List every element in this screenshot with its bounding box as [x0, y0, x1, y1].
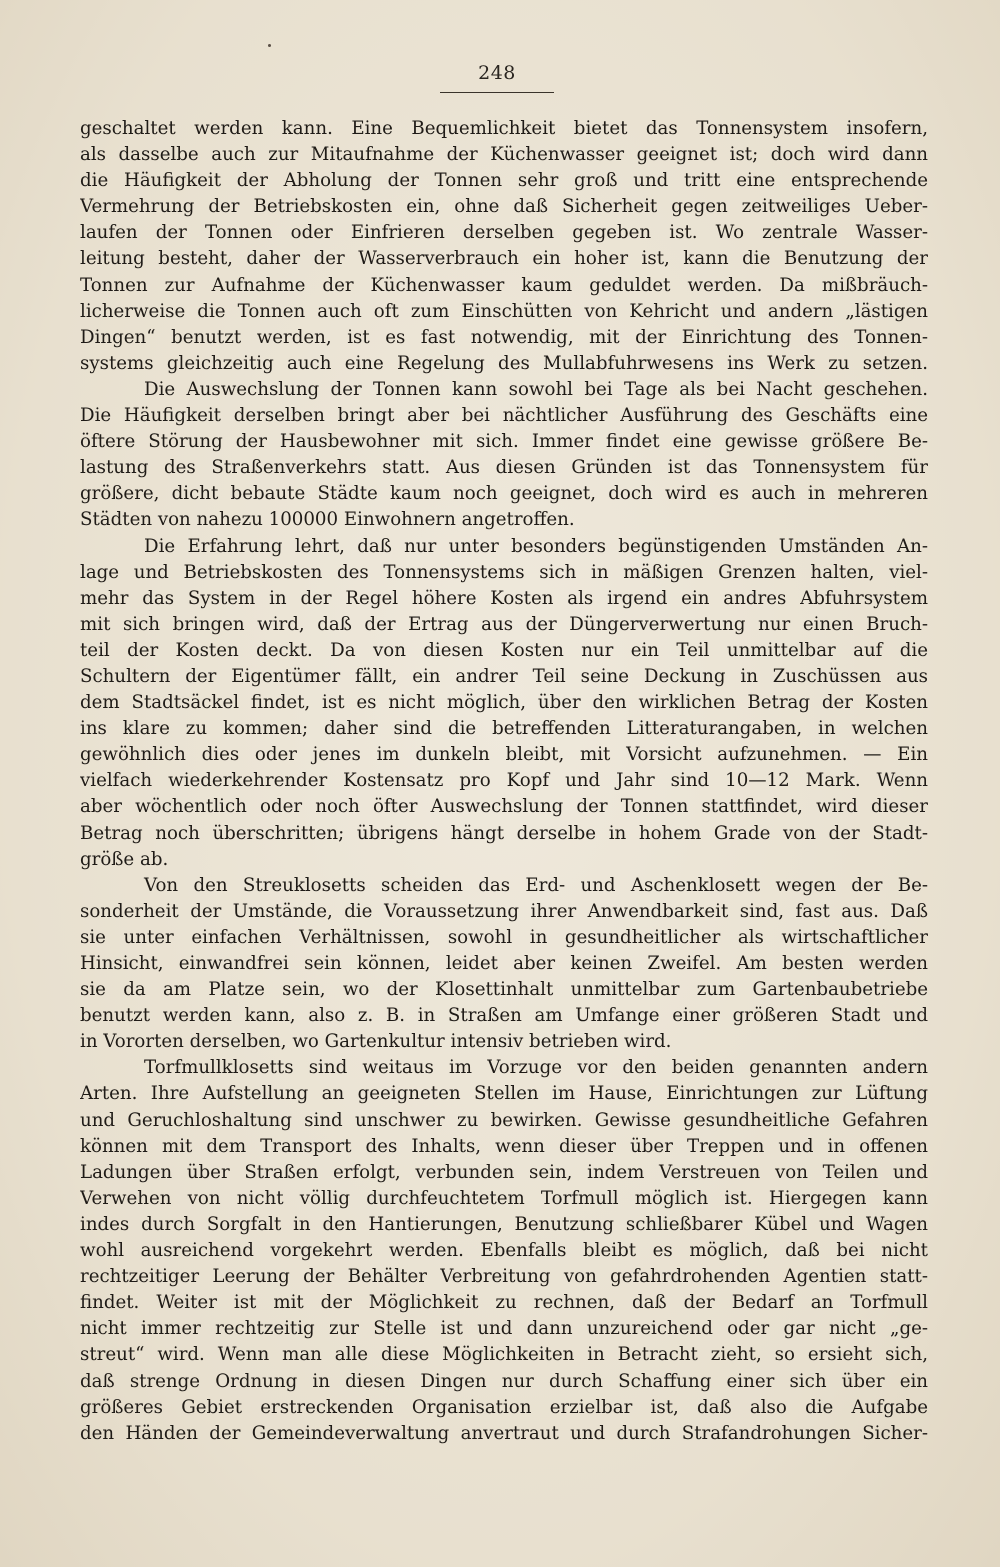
- text-line: die Häufigkeit der Abholung der Tonnen sehr groß und tritt eine entsprechende: [80, 170, 928, 192]
- text-line: öftere Störung der Hausbewohner mit sich. Immer findet eine gewisse größere Be-: [80, 431, 928, 453]
- text-line: Betrag noch überschritten; übrigens hängt derselbe in hohem Grade von der Stadt-: [80, 822, 928, 844]
- text-line: benutzt werden kann, also z. B. in Straßen am Umfange einer größeren Stadt und: [80, 1005, 928, 1027]
- body-text: [80, 116, 928, 1447]
- text-line: Die Auswechslung der Tonnen kann sowohl bei Tage als bei Nacht geschehen.: [144, 378, 928, 400]
- text-line: laufen der Tonnen oder Einfrieren derselben gegeben ist. Wo zentrale Wasser-: [80, 222, 928, 244]
- text-line: sie unter einfachen Verhältnissen, sowohl in gesundheitlicher als wirtschaftlicher: [80, 926, 928, 948]
- text-line: mit sich bringen wird, daß der Ertrag aus der Düngerverwertung nur einen Bruch-: [80, 613, 928, 635]
- text-line: größere, dicht bebaute Städte kaum noch geeignet, doch wird es auch in mehreren: [80, 483, 928, 505]
- text-line: Verwehen von nicht völlig durchfeuchtetem Torfmull möglich ist. Hiergegen kann: [80, 1187, 928, 1209]
- text-line: findet. Weiter ist mit der Möglichkeit zu rechnen, daß der Bedarf an Torfmull: [80, 1292, 928, 1314]
- text-line: Tonnen zur Aufnahme der Küchenwasser kaum geduldet werden. Da mißbräuch-: [80, 274, 928, 296]
- text-line: mehr das System in der Regel höhere Kosten als irgend ein andres Abfuhrsystem: [80, 587, 928, 609]
- text-line: teil der Kosten deckt. Da von diesen Kosten nur ein Teil unmittelbar auf die: [80, 639, 928, 661]
- page-number: 248: [478, 62, 516, 84]
- text-line: in Vororten derselben, wo Gartenkultur intensiv betrieben wird.: [80, 1031, 672, 1053]
- text-line: rechtzeitiger Leerung der Behälter Verbreitung von gefahrdrohenden Agentien statt-: [80, 1266, 928, 1288]
- text-line: dem Stadtsäckel findet, ist es nicht möglich, über den wirklichen Betrag der Kosten: [80, 692, 928, 714]
- text-line: wohl ausreichend vorgekehrt werden. Ebenfalls bleibt es möglich, daß bei nicht: [80, 1240, 928, 1262]
- text-line: sonderheit der Umstände, die Voraussetzung ihrer Anwendbarkeit sind, fast aus. Daß: [80, 900, 928, 922]
- text-line: und Geruchloshaltung sind unschwer zu bewirken. Gewisse gesundheitliche Gefahren: [80, 1109, 928, 1131]
- text-line: systems gleichzeitig auch eine Regelung des Mullabfuhrwesens ins Werk zu setzen.: [80, 352, 928, 374]
- text-line: Torfmullklosetts sind weitaus im Vorzuge vor den beiden genannten andern: [144, 1057, 928, 1079]
- text-line: größeres Gebiet erstreckenden Organisation erzielbar ist, daß also die Aufgabe: [80, 1396, 928, 1418]
- text-line: daß strenge Ordnung in diesen Dingen nur durch Schaffung einer sich über ein: [80, 1370, 928, 1392]
- text-line: leitung besteht, daher der Wasserverbrauch ein hoher ist, kann die Benutzung der: [80, 248, 928, 270]
- text-line: Städten von nahezu 100000 Einwohnern angetroffen.: [80, 509, 575, 531]
- text-line: aber wöchentlich oder noch öfter Auswechslung der Tonnen stattfindet, wird dieser: [80, 796, 928, 818]
- text-line: Ladungen über Straßen erfolgt, verbunden sein, indem Verstreuen von Teilen und: [80, 1161, 928, 1183]
- text-line: Die Erfahrung lehrt, daß nur unter besonders begünstigenden Umständen An-: [144, 535, 928, 557]
- text-line: lastung des Straßenverkehrs statt. Aus diesen Gründen ist das Tonnensystem für: [80, 457, 928, 479]
- text-line: indes durch Sorgfalt in den Hantierungen, Benutzung schließbarer Kübel und Wagen: [80, 1213, 928, 1235]
- text-line: vielfach wiederkehrender Kostensatz pro Kopf und Jahr sind 10—12 Mark. Wenn: [80, 770, 928, 792]
- text-line: als dasselbe auch zur Mitaufnahme der Küchenwasser geeignet ist; doch wird dann: [80, 144, 928, 166]
- text-line: lage und Betriebskosten des Tonnensystems sich in mäßigen Grenzen halten, viel-: [80, 561, 928, 583]
- text-line: Vermehrung der Betriebskosten ein, ohne daß Sicherheit gegen zeitweiliges Ueber-: [80, 196, 928, 218]
- text-line: größe ab.: [80, 848, 169, 870]
- text-line: sie da am Platze sein, wo der Klosettinhalt unmittelbar zum Gartenbaubetriebe: [80, 979, 928, 1001]
- text-line: geschaltet werden kann. Eine Bequemlichkeit bietet das Tonnensystem insofern,: [80, 118, 928, 139]
- text-line: können mit dem Transport des Inhalts, wenn dieser über Treppen und in offenen: [80, 1135, 928, 1157]
- text-line: streut“ wird. Wenn man alle diese Möglichkeiten in Betracht zieht, so ersieht sich,: [80, 1344, 928, 1366]
- text-line: licherweise die Tonnen auch oft zum Einschütten von Kehricht und andern „lästigen: [80, 300, 928, 322]
- text-line: Schultern der Eigentümer fällt, ein andrer Teil seine Deckung in Zuschüssen aus: [80, 665, 928, 687]
- ink-speck: [268, 44, 271, 47]
- text-line: Von den Streuklosetts scheiden das Erd- und Aschenklosett wegen der Be-: [144, 874, 928, 896]
- text-line: gewöhnlich dies oder jenes im dunkeln bleibt, mit Vorsicht aufzunehmen. — Ein: [80, 744, 928, 766]
- text-line: Hinsicht, einwandfrei sein können, leidet aber keinen Zweifel. Am besten werden: [80, 953, 928, 974]
- text-line: den Händen der Gemeindeverwaltung anvertraut und durch Strafandrohungen Sicher-: [80, 1422, 928, 1444]
- text-line: Arten. Ihre Aufstellung an geeigneten Stellen im Hause, Einrichtungen zur Lüftung: [80, 1083, 928, 1105]
- text-line: ins klare zu kommen; daher sind die betreffenden Litteraturangaben, in welchen: [80, 718, 928, 740]
- page-number-rule: [440, 92, 554, 93]
- text-line: Die Häufigkeit derselben bringt aber bei nächtlicher Ausführung des Geschäfts eine: [80, 405, 928, 427]
- text-line: nicht immer rechtzeitig zur Stelle ist und dann unzureichend oder gar nicht „ge-: [80, 1318, 928, 1340]
- text-line: Dingen“ benutzt werden, ist es fast notwendig, mit der Einrichtung des Tonnen-: [80, 326, 928, 348]
